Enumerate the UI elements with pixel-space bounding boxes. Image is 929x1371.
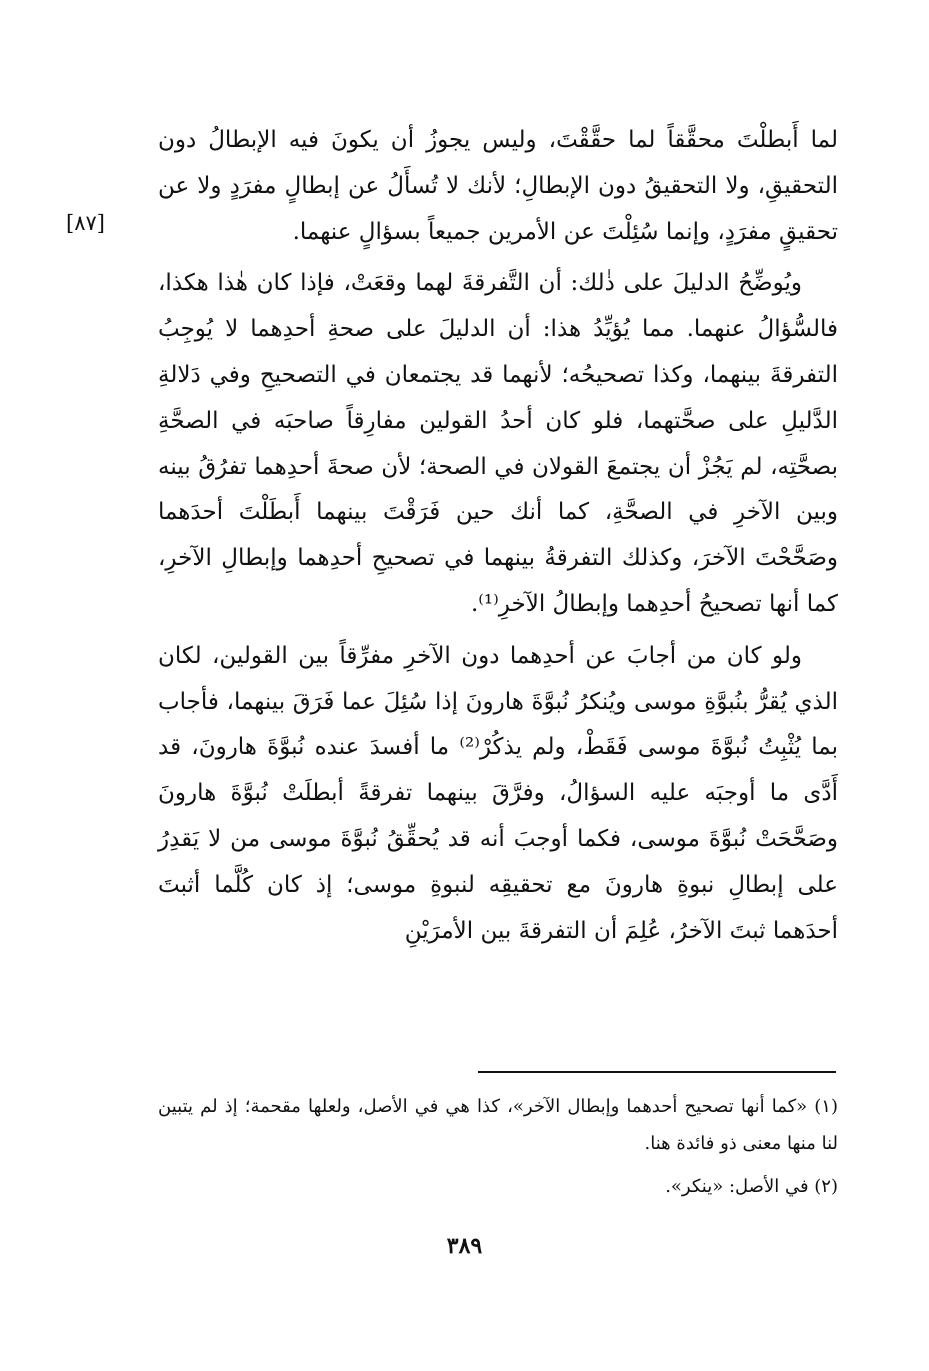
paragraph-1: لما أَبطلْتَ محقَّقاً لما حقَّقْتَ، وليس يجوزُ أن يكونَ فيه الإبطالُ دون التحقيقِ، ولا التحقيقُ دون الإبطالِ؛ لأنك لا تُسأَلُ عن إبطالٍ مفرَدٍ ولا عن تحقيقٍ مفرَدٍ، وإنما سُئِلْتَ عن الأمرين جميعاً بسؤالٍ عنهما. — [158, 127, 838, 245]
page-number: ٣٨٩ — [446, 1233, 483, 1259]
paragraph-3: ولو كان من أجابَ عن أحدِهما دون الآخرِ مفرِّقاً بين القولين، لكان الذي يُقرُّ بنُبوَّةِ موسى ويُنكرُ نُبوَّةَ هارونَ إذا سُئِلَ عما فَرَقَ بينهما، فأجاب بما يُثْبِتُ نُبوَّةَ موسى فَقَطْ، ولم يذكُرْ⁽²⁾ ما أفسدَ عنده نُبوَّةَ هارونَ، قد أَدَّى ما أوجبَه عليه السؤالُ، وفرَّقَ بينهما تفرقةً أبطلَتْ نُبوَّةَ هارونَ وصَحَّحَتْ نُبوَّةَ موسى، فكما أوجبَ أنه قد يُحقِّقُ نُبوَّةَ موسى من لا يَقدِرُ على إبطالِ نبوةِ هارونَ مع تحقيقِه لنبوةِ موسى؛ إذ كان كُلَّما أثبتَ أحدَهما ثبتَ الآخرُ، عُلِمَ أن التفرقةَ بين الأمرَيْنِ — [158, 642, 838, 944]
footnote-1: (١) «كما أنها تصحيح أحدهما وإبطال الآخر»، كذا هي في الأصل، ولعلها مقحمة؛ إذ لم يتبين لنا منها معنى ذو فائدة هنا. — [158, 1096, 838, 1154]
manuscript-page-marker: [٨٧] — [66, 211, 105, 235]
paragraph-2: ويُوضِّحُ الدليلَ على ذٰلك: أن التَّفرقةَ لهما وقعَتْ، فإذا كان هٰذا هكذا، فالسُّؤالُ عنهما. مما يُؤيِّدُ هذا: أن الدليلَ على صحةِ أحدِهما لا يُوجِبُ التفرقةَ بينهما، وكذا تصحيحُه؛ لأنهما قد يجتمعان في التصحيحِ وفي دَلالةِ الدَّليلِ على صحَّتهما، فلو كان أحدُ القولين مفارِقاً صاحبَه في الصحَّةِ بصحَّتِه، لم يَجُزْ أن يجتمعَ القولان في الصحة؛ لأن صحةَ أحدِهما تفرُقُ بينه وبين الآخرِ في الصحَّةِ، كما أنك حين فَرَقْتَ بينهما أَبطَلْتَ أحدَهما وصَحَّحْتَ الآخرَ، وكذلك التفرقةُ بينهما في تصحيحِ أحدِهما وإبطالِ الآخرِ، كما أنها تصحيحُ أحدِهما وإبطالُ الآخرِ⁽¹⁾. — [158, 270, 838, 617]
footnote-divider — [478, 1071, 836, 1073]
footnote-2: (٢) في الأصل: «ينكر». — [665, 1176, 838, 1197]
footnotes-section — [158, 1088, 838, 1205]
main-text-body — [158, 118, 838, 954]
